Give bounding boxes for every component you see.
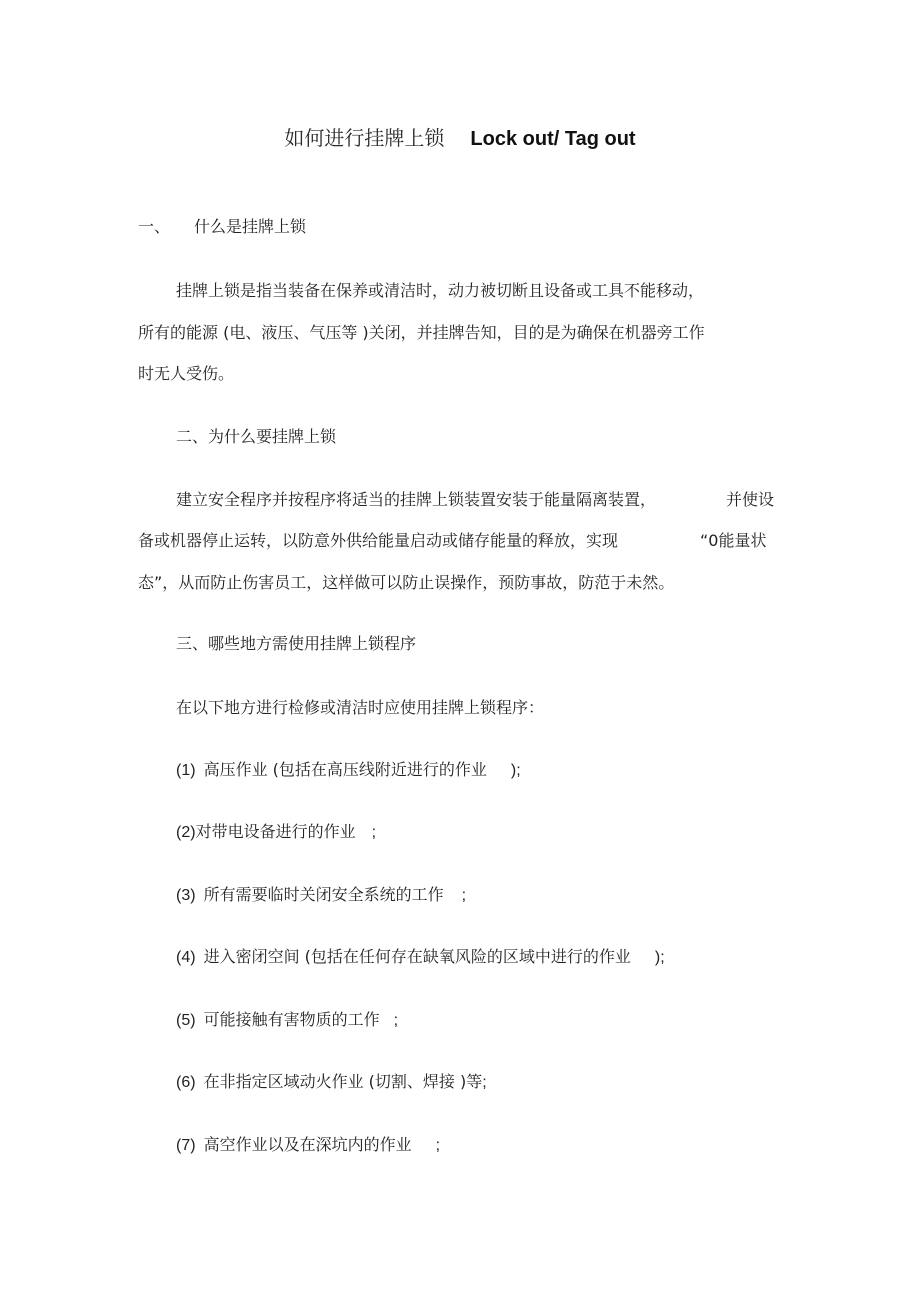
section-2-paragraph-line-2: 备或机器停止运转，以防意外供给能量启动或储存能量的释放，实现 xyxy=(138,531,619,550)
list-item-end: ; xyxy=(371,824,377,841)
list-item-text: 进入密闭空间 (包括在任何存在缺氧风险的区域中进行的作业 xyxy=(203,947,631,966)
section-1-number: 一、 xyxy=(138,217,171,236)
list-item xyxy=(176,1010,398,1031)
list-item-text: 高压作业 (包括在高压线附近进行的作业 xyxy=(203,760,487,779)
list-item xyxy=(176,947,665,968)
list-item-number: (7) xyxy=(176,1137,196,1154)
list-item-end: ; xyxy=(435,1137,441,1154)
list-item-number: (4) xyxy=(176,949,196,966)
title-chinese: 如何进行挂牌上锁 xyxy=(284,126,445,150)
list-item-text: 对带电设备进行的作业 xyxy=(195,822,356,841)
section-2-paragraph-line-1: 建立安全程序并按程序将适当的挂牌上锁装置安装于能量隔离装置， xyxy=(176,490,657,509)
list-item xyxy=(176,1072,487,1093)
list-item-number: (6) xyxy=(176,1074,196,1091)
section-2-paragraph-line-1-tail: 并使设 xyxy=(726,490,775,509)
list-item-end: ; xyxy=(482,1074,487,1091)
section-1-heading xyxy=(138,217,306,237)
section-3-intro: 在以下地方进行检修或清洁时应使用挂牌上锁程序： xyxy=(176,698,545,717)
list-item-number: (3) xyxy=(176,887,196,904)
section-3-heading: 三、哪些地方需使用挂牌上锁程序 xyxy=(176,634,417,653)
document-title xyxy=(0,124,920,153)
list-item-text: 高空作业以及在深坑内的作业 xyxy=(203,1135,412,1154)
list-item-end: ); xyxy=(654,949,665,966)
section-1-paragraph-line-2: 所有的能源 (电、液压、气压等 )关闭，并挂牌告知，目的是为确保在机器旁工作 xyxy=(138,323,705,342)
list-item-end: ; xyxy=(393,1012,399,1029)
list-item-text: 可能接触有害物质的工作 xyxy=(203,1010,380,1029)
section-1-paragraph-line-1: 挂牌上锁是指当装备在保养或清洁时，动力被切断且设备或工具不能移动， xyxy=(176,281,705,300)
section-1-title: 什么是挂牌上锁 xyxy=(194,217,307,236)
list-item-number: (5) xyxy=(176,1012,196,1029)
list-item-text: 在非指定区域动火作业 (切割、焊接 )等 xyxy=(203,1072,483,1091)
list-item-end: ; xyxy=(461,887,467,904)
list-item-text: 所有需要临时关闭安全系统的工作 xyxy=(203,885,444,904)
list-item xyxy=(176,885,466,906)
section-2-paragraph-line-3: 态”，从而防止伤害员工，这样做可以防止误操作，预防事故，防范于未然。 xyxy=(138,573,675,592)
list-item-number: (2) xyxy=(176,824,196,841)
title-english: Lock out/ Tag out xyxy=(470,128,636,150)
list-item xyxy=(176,822,376,843)
section-2-paragraph-line-2-tail: “0能量状 xyxy=(700,531,767,550)
list-item-number: (1) xyxy=(176,762,196,779)
list-item-end: ); xyxy=(510,762,521,779)
list-item xyxy=(176,1135,440,1156)
section-2-heading: 二、为什么要挂牌上锁 xyxy=(176,427,337,446)
list-item xyxy=(176,760,521,781)
section-1-paragraph-line-3: 时无人受伤。 xyxy=(138,364,235,383)
